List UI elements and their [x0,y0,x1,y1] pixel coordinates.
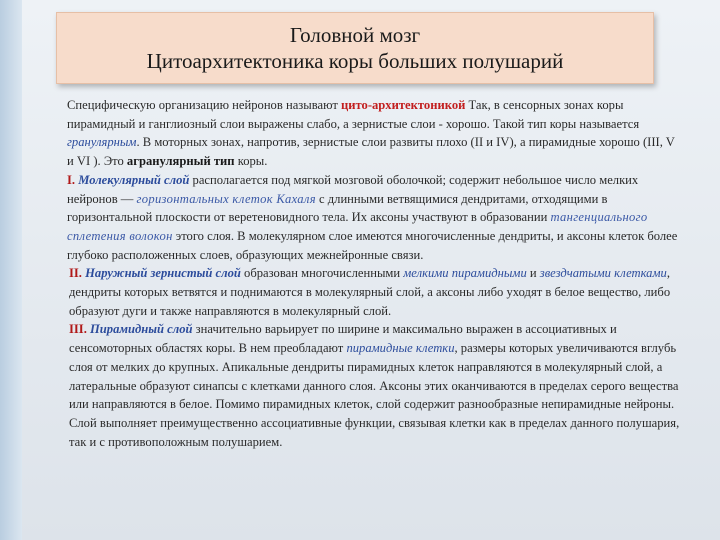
paragraph-layer-1 [41,171,681,265]
text-span: . В моторных зонах, напротив, зернистые слои развиты плохо (II и IV), а пирамидные хорошо (III, V и VI ). Это [67,135,675,169]
term-granular: гранулярным [67,135,137,150]
term-cajal-cells: горизонтальных клеток Кахаля [136,191,316,206]
text-span: значительно варьирует по ширине и максимально выражен в ассоциативных и сенсомоторных областях коры. В нем преобладают [69,322,617,356]
paragraph-layer-3 [41,320,681,451]
title-box [56,12,654,84]
term-stellate-cells: звездчатыми клетками [539,266,667,281]
decorative-strip [0,0,22,540]
title-line-2: Цитоархитектоника коры больших полушарий [146,49,564,73]
paragraph-layer-2 [41,264,681,320]
text-span: , размеры которых увеличиваются вглубь слоя от мелких до крупных. Апикальные дендриты пирамидных клеток направляются в молекулярный слой, а латеральные образуют синапсы с клетками данного слоя. Аксоны этих оканчиваются в пределах серого вещества или направляются в белое. Помимо пирамидных клеток, слой содержит разнообразные непирамидные нейроны. Слой выполняет преимущественно ассоциативные функции, связывая клетки как в пределах данного полушария, так и с противоположным полушарием. [69,341,680,449]
layer-name: Пирамидный слой [86,322,193,337]
paragraph-intro [41,96,681,171]
layer-name: Наружный зернистый слой [81,266,241,281]
text-span: образован многочисленными [240,266,404,281]
text-span: коры. [234,154,268,169]
title-line-1: Головной мозг [289,23,421,47]
text-span: с длинными ветвящимися дендритами, отходящими в горизонтальной плоскости от веретеновидного тела. Их аксоны участвуют в образовании [67,191,608,225]
layer-name: Молекулярный слой [75,172,190,187]
text-span: этого слоя. В молекулярном слое имеются многочисленные дендриты, и аксоны клеток более глубоко расположенных слоев, образующих межнейронные связи. [67,228,678,262]
roman-numeral: III. [69,322,87,337]
body-text [41,96,681,451]
roman-numeral: II. [69,266,82,281]
term-pyramidal-cells: пирамидные клетки [346,341,455,356]
term-tangential-plexus: тангенциального сплетения волокон [67,210,648,243]
text-span: , дендриты которых ветвятся и поднимаются в молекулярный слой, а аксоны либо уходят в белое вещество, либо образуют дуги и также направляются в молекулярный слой. [69,266,671,318]
term-agranular: агранулярный тип [126,154,235,169]
term-cytoarchitectonics: цито-архитектоникой [340,98,466,112]
term-small-pyramidal: мелкими пирамидными [403,266,527,281]
text-span: Так, в сенсорных зонах коры пирамидный и ганглиозный слои выражены слабо, а зернистые слои - хорошо. Такой тип коры называется [67,98,640,131]
roman-numeral: I. [67,172,76,187]
text-span: и [526,266,540,281]
text-span: располагается под мягкой мозговой оболочкой; содержит небольшое число мелких нейронов — [67,172,639,206]
text-span: Специфическую организацию нейронов называют [67,98,341,112]
